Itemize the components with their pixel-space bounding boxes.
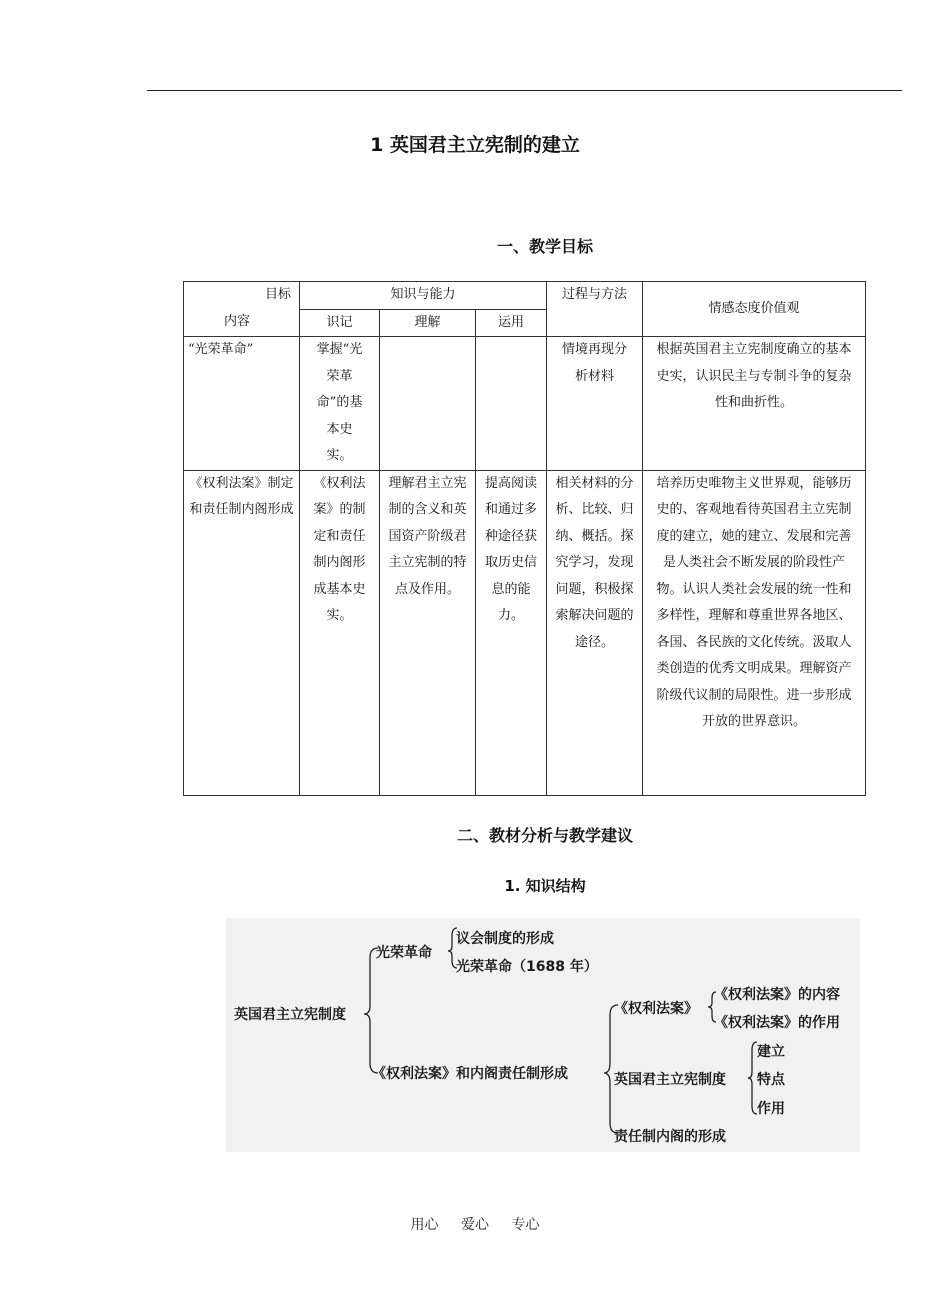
node-function: 作用 (757, 1101, 785, 1117)
cell-understand: 理解君主立宪制的含义和英国资产阶级君主立宪制的特点及作用。 (380, 470, 476, 795)
cell-process: 情境再现分析材料 (547, 337, 643, 471)
cell-emotion: 根据英国君主立宪制度确立的基本史实，认识民主与专制斗争的复杂性和曲折性。 (643, 337, 866, 471)
node-glorious-year: 光荣革命（1688 年） (456, 959, 598, 975)
cell-apply (476, 337, 547, 471)
node-cabinet: 责任制内阁的形成 (614, 1129, 726, 1145)
section-heading-analysis: 二、教材分析与教学建议 (456, 826, 633, 845)
node-parliament: 议会制度的形成 (456, 931, 554, 947)
teaching-goals-table (183, 281, 866, 796)
header-rule (147, 90, 902, 91)
cell-apply: 提高阅读和通过多种途径获取历史信息的能力。 (476, 470, 547, 795)
footer-word-2: 爱心 (461, 1217, 489, 1233)
cell-recall: 掌握“光荣革命”的基本史实。 (300, 337, 380, 471)
header-knowledge: 知识与能力 (300, 282, 547, 310)
header-process: 过程与方法 (547, 282, 643, 337)
knowledge-structure-diagram (226, 918, 860, 1152)
cell-content: 《权利法案》制定和责任制内阁形成 (184, 470, 300, 795)
header-understand: 理解 (380, 309, 476, 337)
node-bill-cabinet: 《权利法案》和内阁责任制形成 (372, 1066, 568, 1082)
page-footer (0, 1214, 950, 1234)
header-emotion: 情感态度价值观 (643, 282, 866, 337)
header-target: 目标 (264, 287, 291, 302)
brace-monarchy (748, 1042, 757, 1114)
section-heading-goals: 一、教学目标 (496, 237, 593, 256)
footer-word-1: 用心 (410, 1217, 439, 1233)
cell-emotion: 培养历史唯物主义世界观，能够历史的、客观地看待英国君主立宪制度的建立，她的建立、发展和完善是人类社会不断发展的阶段性产物。认识人类社会发展的统一性和多样性，理解和尊重世界各地区、各国、各民族的文化传统。汲取人类创造的优秀文明成果。理解资产阶级代议制的局限性。进一步形成开放的世界意识。 (643, 470, 866, 795)
node-glorious: 光荣革命 (376, 945, 432, 961)
node-bill-content: 《权利法案》的内容 (714, 987, 840, 1003)
header-apply: 运用 (476, 309, 547, 337)
node-bill: 《权利法案》 (614, 1001, 698, 1017)
node-root: 英国君主立宪制度 (234, 1007, 346, 1023)
table-row (184, 470, 866, 795)
table-row (184, 337, 866, 471)
node-monarchy: 英国君主立宪制度 (614, 1072, 726, 1088)
header-content: 内容 (224, 313, 251, 329)
cell-recall: 《权利法案》的制定和责任制内阁形成基本史实。 (300, 470, 380, 795)
cell-process: 相关材料的分析、比较、归纳、概括。探究学习，发现问题，积极探索解决问题的途径。 (547, 470, 643, 795)
node-features: 特点 (757, 1072, 785, 1088)
node-bill-effect: 《权利法案》的作用 (714, 1015, 840, 1031)
header-target-content (184, 282, 300, 337)
node-establish: 建立 (757, 1044, 785, 1060)
brace-root (364, 948, 378, 1073)
table-header-row (184, 282, 866, 310)
cell-content: “光荣革命” (184, 337, 300, 471)
header-recall: 识记 (300, 309, 380, 337)
page-title: 1 英国君主立宪制的建立 (370, 134, 580, 156)
cell-understand (380, 337, 476, 471)
footer-word-3: 专心 (511, 1217, 540, 1233)
subsection-heading-structure: 1. 知识结构 (504, 877, 586, 895)
